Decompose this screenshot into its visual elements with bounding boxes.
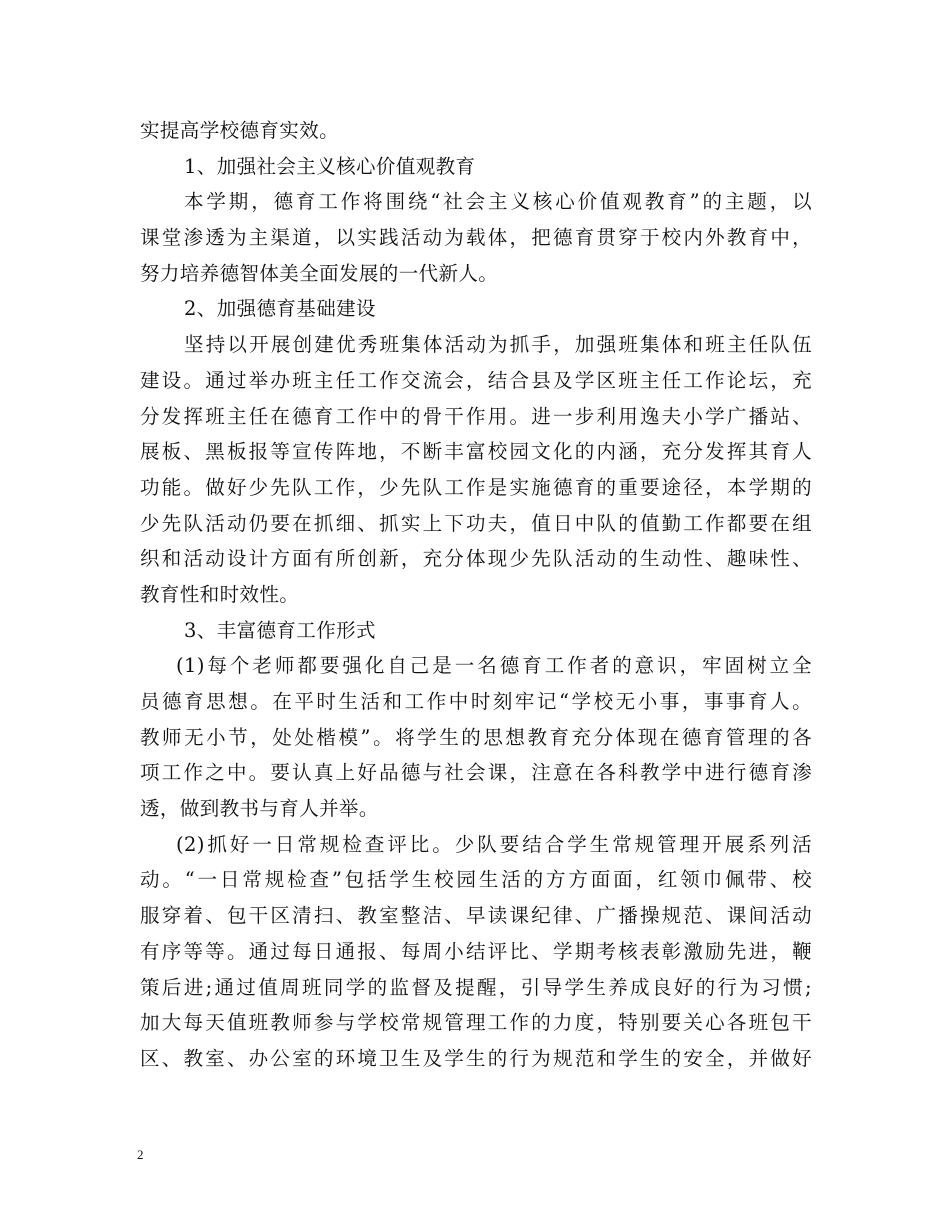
document-body (140, 113, 812, 1077)
text-line: (1)每个老师都要强化自己是一名德育工作者的意识，牢固树立全 (176, 654, 812, 678)
page-number: 2 (137, 1147, 144, 1162)
text-line: 策后进;通过值周班同学的监督及提醒，引导学生养成良好的行为习惯; (140, 975, 812, 999)
text-line: 课堂渗透为主渠道，以实践活动为载体，把德育贯穿于校内外教育中， (140, 226, 812, 250)
text-line: 分发挥班主任在德育工作中的骨干作用。进一步利用逸夫小学广播站、 (140, 404, 812, 428)
text-line: 有序等等。通过每日通报、每周小结评比、学期考核表彰激励先进，鞭 (140, 939, 812, 963)
text-line: 教育性和时效性。 (140, 582, 300, 606)
text-line: 实提高学校德育实效。 (140, 119, 340, 142)
text-line: 项工作之中。要认真上好品德与社会课，注意在各科教学中进行德育渗 (140, 761, 812, 785)
text-line: 服穿着、包干区清扫、教室整洁、早读课纪律、广播操规范、课间活动 (140, 904, 812, 928)
section-heading: 3、丰富德育工作形式 (184, 618, 376, 642)
text-line: 加大每天值班教师参与学校常规管理工作的力度，特别要关心各班包干 (140, 1011, 812, 1035)
text-line: 透，做到教书与育人并举。 (140, 797, 379, 821)
text-line: 少先队活动仍要在抓细、抓实上下功夫，值日中队的值勤工作都要在组 (140, 511, 812, 535)
section-heading: 1、加强社会主义核心价值观教育 (184, 154, 476, 178)
text-line: 员德育思想。在平时生活和工作中时刻牢记“学校无小事，事事育人。 (140, 690, 812, 713)
text-line: 织和活动设计方面有所创新，充分体现少先队活动的生动性、趣味性、 (140, 547, 812, 571)
text-line: (2)抓好一日常规检查评比。少队要结合学生常规管理开展系列活 (176, 832, 812, 856)
text-line: 区、教室、办公室的环境卫生及学生的行为规范和学生的安全，并做好 (140, 1046, 812, 1070)
text-line: 建设。通过举办班主任工作交流会，结合县及学区班主任工作论坛，充 (140, 368, 812, 392)
text-line: 动。“一日常规检查”包括学生校园生活的方方面面，红领巾佩带、校 (140, 868, 812, 892)
section-heading: 2、加强德育基础建设 (184, 297, 376, 321)
text-line: 教师无小节，处处楷模”。将学生的思想教育充分体现在德育管理的各 (140, 725, 812, 749)
text-line: 功能。做好少先队工作，少先队工作是实施德育的重要途径，本学期的 (140, 475, 812, 499)
text-line: 坚持以开展创建优秀班集体活动为抓手，加强班集体和班主任队伍 (184, 333, 812, 357)
text-line: 展板、黑板报等宣传阵地，不断丰富校园文化的内涵，充分发挥其育人 (140, 440, 812, 464)
text-line: 努力培养德智体美全面发展的一代新人。 (140, 261, 499, 285)
text-line: 本学期，德育工作将围绕“社会主义核心价值观教育”的主题，以 (184, 190, 812, 214)
